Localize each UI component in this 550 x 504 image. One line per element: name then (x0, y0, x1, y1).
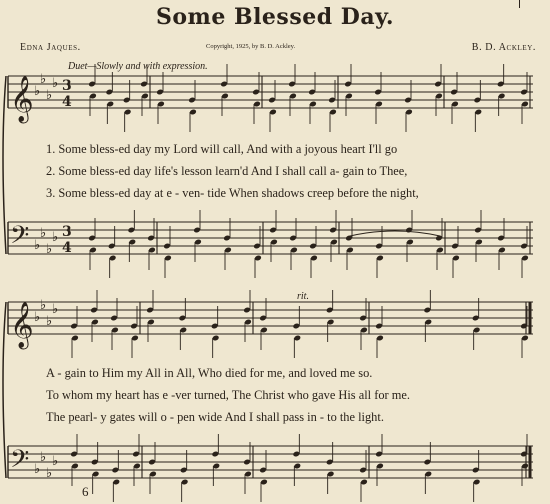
flat-sign: ♭ (52, 76, 59, 91)
tie-curve (350, 231, 440, 236)
system-brace (3, 302, 6, 478)
flat-sign: ♭ (40, 72, 47, 87)
hymn-title: Some Blessed Day. (155, 4, 394, 30)
composer-credit: B. D. Ackley. (471, 42, 536, 53)
flat-sign: ♭ (52, 230, 59, 245)
flat-sign: ♭ (34, 462, 41, 477)
lyric-line: A - gain to Him my All in All, Who died for me, and loved me so. (46, 366, 373, 380)
page-number: 6 (82, 484, 89, 499)
copyright-notice: Copyright, 1925, by B. D. Ackley. (206, 43, 296, 50)
flat-sign: ♭ (34, 310, 41, 325)
flat-sign: ♭ (40, 226, 47, 241)
flat-sign: ♭ (34, 238, 41, 253)
flat-sign: ♭ (46, 466, 53, 481)
time-signature-bottom: 4 (62, 94, 72, 110)
system-brace (3, 76, 6, 254)
flat-sign: ♭ (46, 314, 53, 329)
flat-sign: ♭ (40, 450, 47, 465)
ritardando-marking: rit. (297, 291, 309, 302)
time-signature-bottom: 4 (62, 240, 72, 256)
lyricist-credit: Edna Jaques. (20, 42, 81, 53)
lyric-line: The pearl- y gates will o - pen wide And I shall pass in - to the light. (46, 410, 384, 424)
flat-sign: ♭ (40, 298, 47, 313)
flat-sign: ♭ (46, 242, 53, 257)
time-signature-top: 3 (62, 78, 72, 94)
flat-sign: ♭ (34, 84, 41, 99)
treble-clef-icon: 𝄞 (10, 76, 34, 122)
time-signature-top: 3 (62, 224, 72, 240)
flat-sign: ♭ (52, 454, 59, 469)
bass-clef-icon: 𝄢 (10, 221, 30, 256)
tempo-marking: Duet—Slowly and with expression. (68, 61, 208, 72)
flat-sign: ♭ (52, 302, 59, 317)
lyric-line: 2. Some bless-ed day life's lesson learn'd And I shall call a- gain to Thee, (46, 164, 408, 178)
bass-clef-icon: 𝄢 (10, 445, 30, 480)
treble-clef-icon: 𝄞 (10, 302, 34, 348)
lyric-line: 1. Some bless-ed day my Lord will call, And with a joyous heart I'll go (46, 142, 398, 156)
lyric-line: 3. Some bless-ed day at e - ven- tide When shadows creep before the night, (46, 186, 419, 200)
flat-sign: ♭ (46, 88, 53, 103)
lyric-line: To whom my heart has e -ver turned, The Christ who gave His all for me. (46, 388, 410, 402)
